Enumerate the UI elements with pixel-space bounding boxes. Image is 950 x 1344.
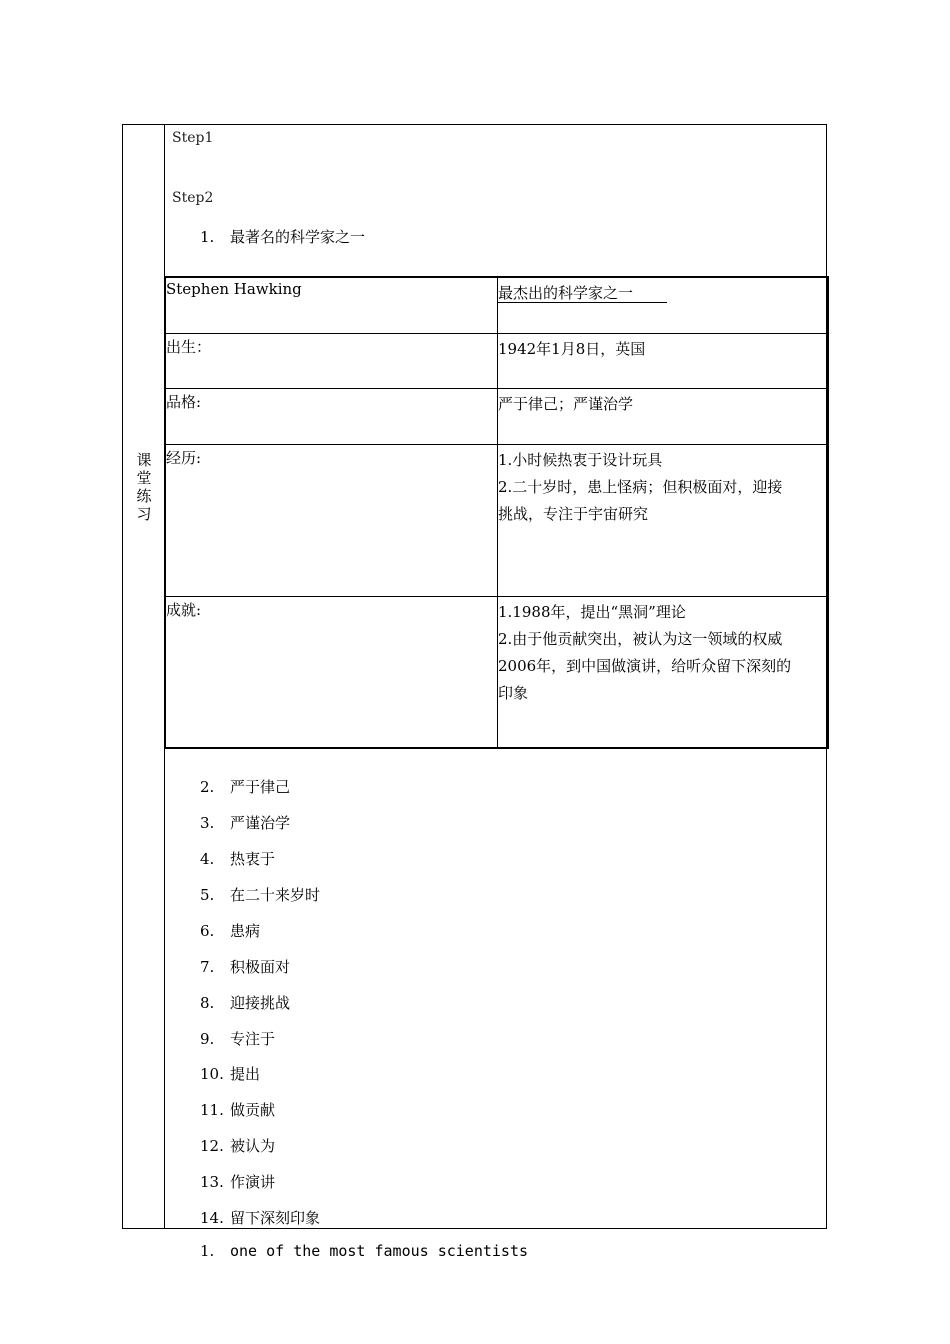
table-cell-label: 品格: (166, 389, 498, 444)
answer-item (200, 1242, 528, 1260)
list-item (200, 884, 320, 905)
table-row (166, 334, 827, 389)
cell-line: 2.由于他贡献突出，被认为这一领域的权威 (498, 630, 783, 648)
list-item (200, 1171, 275, 1192)
item-text: 迎接挑战 (230, 994, 291, 1012)
item-text: 最著名的科学家之一 (230, 228, 366, 246)
cell-line: 1.小时候热衷于设计玩具 (498, 451, 663, 469)
item-number: 10. (200, 1065, 224, 1083)
item-number: 2. (200, 778, 215, 796)
item-text: 留下深刻印象 (230, 1209, 321, 1227)
item-text: 热衷于 (230, 850, 276, 868)
item-number: 1. (200, 228, 215, 246)
list-item (200, 1063, 260, 1084)
list-item (200, 1135, 275, 1156)
table-row (166, 597, 827, 747)
list-item (200, 848, 275, 869)
list-item (200, 992, 290, 1013)
item-text: 严于律己 (230, 778, 291, 796)
underlined-title: 最杰出的科学家之一 (498, 284, 667, 303)
table-cell-value (498, 334, 829, 388)
cell-line: 2006年，到中国做演讲，给听众留下深刻的 (498, 657, 792, 675)
item-text: one of the most famous scientists (230, 1242, 529, 1260)
table-cell-label: 成就: (166, 597, 498, 747)
item-number: 8. (200, 994, 215, 1012)
item-number: 7. (200, 958, 215, 976)
item-number: 1. (200, 1242, 215, 1260)
item-text: 患病 (230, 922, 261, 940)
cell-line: 印象 (498, 684, 529, 702)
side-label: 课堂练习 (136, 451, 152, 523)
item-number: 11. (200, 1101, 224, 1119)
item-text: 积极面对 (230, 958, 291, 976)
side-column (123, 125, 165, 1228)
table-row (166, 389, 827, 445)
table-cell-label: Stephen Hawking (166, 278, 498, 333)
item-text: 专注于 (230, 1030, 276, 1048)
item-number: 5. (200, 886, 215, 904)
item-text: 被认为 (230, 1137, 276, 1155)
step-2-label: Step2 (172, 190, 214, 206)
list-item (200, 812, 290, 833)
item-text: 在二十来岁时 (230, 886, 321, 904)
list-item (200, 1207, 320, 1228)
item-text: 作演讲 (230, 1173, 276, 1191)
list-item (200, 1099, 275, 1120)
item-text: 做贡献 (230, 1101, 276, 1119)
cell-line: 2.二十岁时，患上怪病；但积极面对，迎接 (498, 478, 783, 496)
item-number: 14. (200, 1209, 224, 1227)
cell-line: 挑战，专注于宇宙研究 (498, 505, 649, 523)
table-row (166, 278, 827, 334)
table-cell-label: 出生： (166, 334, 498, 388)
list-item (200, 226, 365, 247)
list-item (200, 956, 290, 977)
table-cell-value (498, 445, 829, 596)
cell-line: 1.1988年，提出“黑洞”理论 (498, 603, 686, 621)
profile-table (164, 276, 829, 749)
table-cell-value (498, 278, 829, 333)
table-cell-value (498, 389, 829, 444)
list-item (200, 1028, 275, 1049)
table-cell-value (498, 597, 829, 747)
item-text: 严谨治学 (230, 814, 291, 832)
item-number: 13. (200, 1173, 224, 1191)
table-cell-label: 经历: (166, 445, 498, 596)
table-row (166, 445, 827, 597)
step-1-label: Step1 (172, 130, 214, 146)
item-text: 提出 (230, 1065, 261, 1083)
list-item (200, 920, 260, 941)
cell-line: 1942年1月8日，英国 (498, 340, 646, 358)
item-number: 6. (200, 922, 215, 940)
item-number: 12. (200, 1137, 224, 1155)
item-number: 9. (200, 1030, 215, 1048)
item-number: 3. (200, 814, 215, 832)
item-number: 4. (200, 850, 215, 868)
cell-line: 严于律己；严谨治学 (498, 395, 634, 413)
list-item (200, 776, 290, 797)
